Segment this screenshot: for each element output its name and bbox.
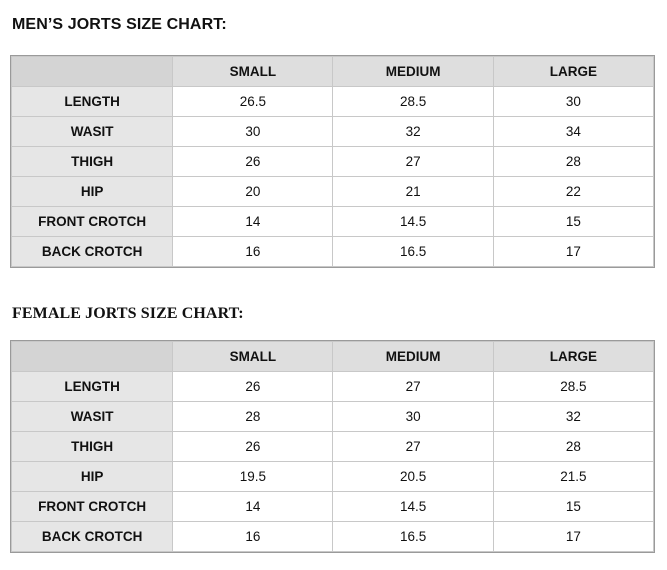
- table-cell: 27: [333, 147, 493, 177]
- table-cell: 14: [173, 207, 333, 237]
- table-cell: 16: [173, 522, 333, 552]
- row-label: WASIT: [12, 402, 173, 432]
- table-row: [12, 207, 654, 237]
- table-cell: 34: [493, 117, 653, 147]
- table-cell: 28.5: [333, 87, 493, 117]
- mens-chart-title: MEN’S JORTS SIZE CHART:: [12, 16, 227, 33]
- table-cell: 30: [333, 402, 493, 432]
- table-cell: 28.5: [493, 372, 653, 402]
- table-cell: 16.5: [333, 237, 493, 267]
- column-header-small: SMALL: [173, 342, 333, 372]
- row-label: HIP: [12, 177, 173, 207]
- table-cell: 16: [173, 237, 333, 267]
- mens-size-table: [11, 56, 654, 267]
- row-label: THIGH: [12, 432, 173, 462]
- table-cell: 27: [333, 372, 493, 402]
- table-row: [12, 147, 654, 177]
- table-cell: 15: [493, 492, 653, 522]
- row-label: BACK CROTCH: [12, 237, 173, 267]
- corner-cell: [12, 57, 173, 87]
- row-label: LENGTH: [12, 372, 173, 402]
- table-cell: 32: [493, 402, 653, 432]
- table-cell: 30: [493, 87, 653, 117]
- table-cell: 28: [173, 402, 333, 432]
- table-row: [12, 462, 654, 492]
- table-cell: 19.5: [173, 462, 333, 492]
- table-row: [12, 177, 654, 207]
- table-row: [12, 402, 654, 432]
- table-row: [12, 432, 654, 462]
- table-cell: 14.5: [333, 207, 493, 237]
- column-header-large: LARGE: [493, 57, 653, 87]
- table-cell: 14.5: [333, 492, 493, 522]
- table-cell: 14: [173, 492, 333, 522]
- column-header-small: SMALL: [173, 57, 333, 87]
- row-label: THIGH: [12, 147, 173, 177]
- table-cell: 26: [173, 432, 333, 462]
- table-row: [12, 372, 654, 402]
- table-header-row: [12, 57, 654, 87]
- column-header-large: LARGE: [493, 342, 653, 372]
- table-cell: 17: [493, 237, 653, 267]
- row-label: FRONT CROTCH: [12, 492, 173, 522]
- female-size-table: [11, 341, 654, 552]
- table-cell: 21.5: [493, 462, 653, 492]
- table-cell: 17: [493, 522, 653, 552]
- table-cell: 32: [333, 117, 493, 147]
- table-cell: 26.5: [173, 87, 333, 117]
- table-cell: 20.5: [333, 462, 493, 492]
- column-header-medium: MEDIUM: [333, 342, 493, 372]
- table-cell: 22: [493, 177, 653, 207]
- table-row: [12, 522, 654, 552]
- table-cell: 27: [333, 432, 493, 462]
- table-cell: 21: [333, 177, 493, 207]
- table-cell: 16.5: [333, 522, 493, 552]
- column-header-medium: MEDIUM: [333, 57, 493, 87]
- table-cell: 26: [173, 372, 333, 402]
- table-cell: 20: [173, 177, 333, 207]
- female-chart-title: FEMALE JORTS SIZE CHART:: [12, 305, 244, 322]
- table-cell: 28: [493, 147, 653, 177]
- table-row: [12, 237, 654, 267]
- table-row: [12, 117, 654, 147]
- table-header-row: [12, 342, 654, 372]
- row-label: WASIT: [12, 117, 173, 147]
- row-label: LENGTH: [12, 87, 173, 117]
- table-row: [12, 492, 654, 522]
- row-label: FRONT CROTCH: [12, 207, 173, 237]
- table-row: [12, 87, 654, 117]
- row-label: BACK CROTCH: [12, 522, 173, 552]
- corner-cell: [12, 342, 173, 372]
- table-cell: 30: [173, 117, 333, 147]
- table-cell: 28: [493, 432, 653, 462]
- table-cell: 26: [173, 147, 333, 177]
- row-label: HIP: [12, 462, 173, 492]
- table-cell: 15: [493, 207, 653, 237]
